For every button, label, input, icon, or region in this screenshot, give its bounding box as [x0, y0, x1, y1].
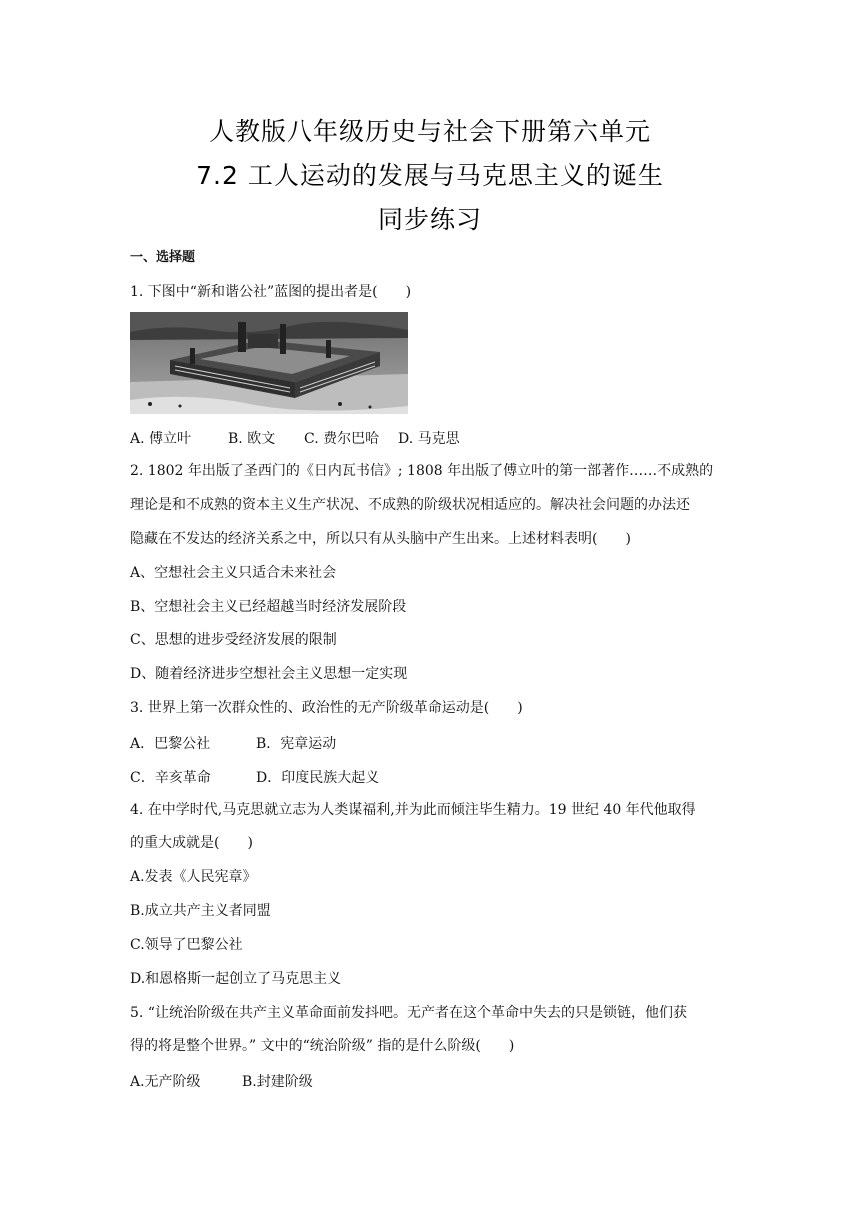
option[interactable]: C.领导了巴黎公社 — [130, 937, 243, 953]
option[interactable]: A. 傅立叶 — [130, 431, 192, 447]
option[interactable]: B、空想社会主义已经超越当时经济发展阶段 — [130, 599, 407, 615]
option[interactable]: C、思想的进步受经济发展的限制 — [130, 632, 337, 648]
document-title-line-1: 人教版八年级历史与社会下册第六单元 — [208, 117, 651, 146]
option[interactable]: C. 费尔巴哈 — [304, 431, 380, 447]
new-harmony-blueprint-image — [130, 312, 408, 414]
option[interactable]: D、随着经济进步空想社会主义思想一定实现 — [130, 666, 408, 682]
option[interactable]: B．宪章运动 — [256, 736, 337, 752]
question-2-stem-line-2: 理论是和不成熟的资本主义生产状况、不成熟的阶级状况相适应的。解决社会问题的办法还 — [130, 497, 690, 513]
question-4-stem-line-1: 4. 在中学时代,马克思就立志为人类谋福利,并为此而倾注毕生精力。19 世纪 40 年代他取得 — [130, 802, 696, 818]
section-heading: 一、选择题 — [130, 250, 196, 265]
question-3-stem: 3. 世界上第一次群众性的、政治性的无产阶级革命运动是( ) — [130, 700, 523, 716]
question-3-options-row-1 — [130, 733, 336, 753]
option[interactable]: A、空想社会主义只适合未来社会 — [130, 565, 337, 581]
option[interactable]: D. 马克思 — [398, 431, 460, 447]
question-4-stem-line-2: 的重大成就是( ) — [130, 835, 253, 851]
document-title-line-2: 7.2 工人运动的发展与马克思主义的诞生 — [196, 161, 664, 190]
option[interactable]: A．巴黎公社 — [130, 736, 211, 752]
question-1-options — [130, 428, 460, 448]
option[interactable]: D．印度民族大起义 — [256, 770, 380, 786]
option[interactable]: A.无产阶级 — [130, 1074, 201, 1090]
option[interactable]: B.封建阶级 — [242, 1074, 313, 1090]
option[interactable]: D.和恩格斯一起创立了马克思主义 — [130, 971, 342, 987]
question-2-stem-line-1: 2. 1802 年出版了圣西门的《日内瓦书信》; 1808 年出版了傅立叶的第一部著作……不成熟的 — [130, 463, 714, 479]
question-5-options — [130, 1071, 313, 1091]
question-5-stem-line-2: 得的将是整个世界。” 文中的“统治阶级” 指的是什么阶级( ) — [130, 1038, 515, 1054]
option[interactable]: B. 欧文 — [228, 431, 276, 447]
document-title-line-3: 同步练习 — [377, 205, 482, 234]
question-3-options-row-2 — [130, 767, 379, 787]
question-2-stem-line-3: 隐藏在不发达的经济关系之中，所以只有从头脑中产生出来。上述材料表明( ) — [130, 531, 631, 547]
option[interactable]: A.发表《人民宪章》 — [130, 869, 257, 885]
new-harmony-illustration — [130, 312, 408, 414]
question-1-stem: 1. 下图中“新和谐公社”蓝图的提出者是( ) — [130, 284, 412, 300]
option[interactable]: B.成立共产主义者同盟 — [130, 903, 271, 919]
question-5-stem-line-1: 5. “让统治阶级在共产主义革命面前发抖吧。无产者在这个革命中失去的只是锁链，他们获 — [130, 1005, 687, 1021]
option[interactable]: C．辛亥革命 — [130, 770, 211, 786]
